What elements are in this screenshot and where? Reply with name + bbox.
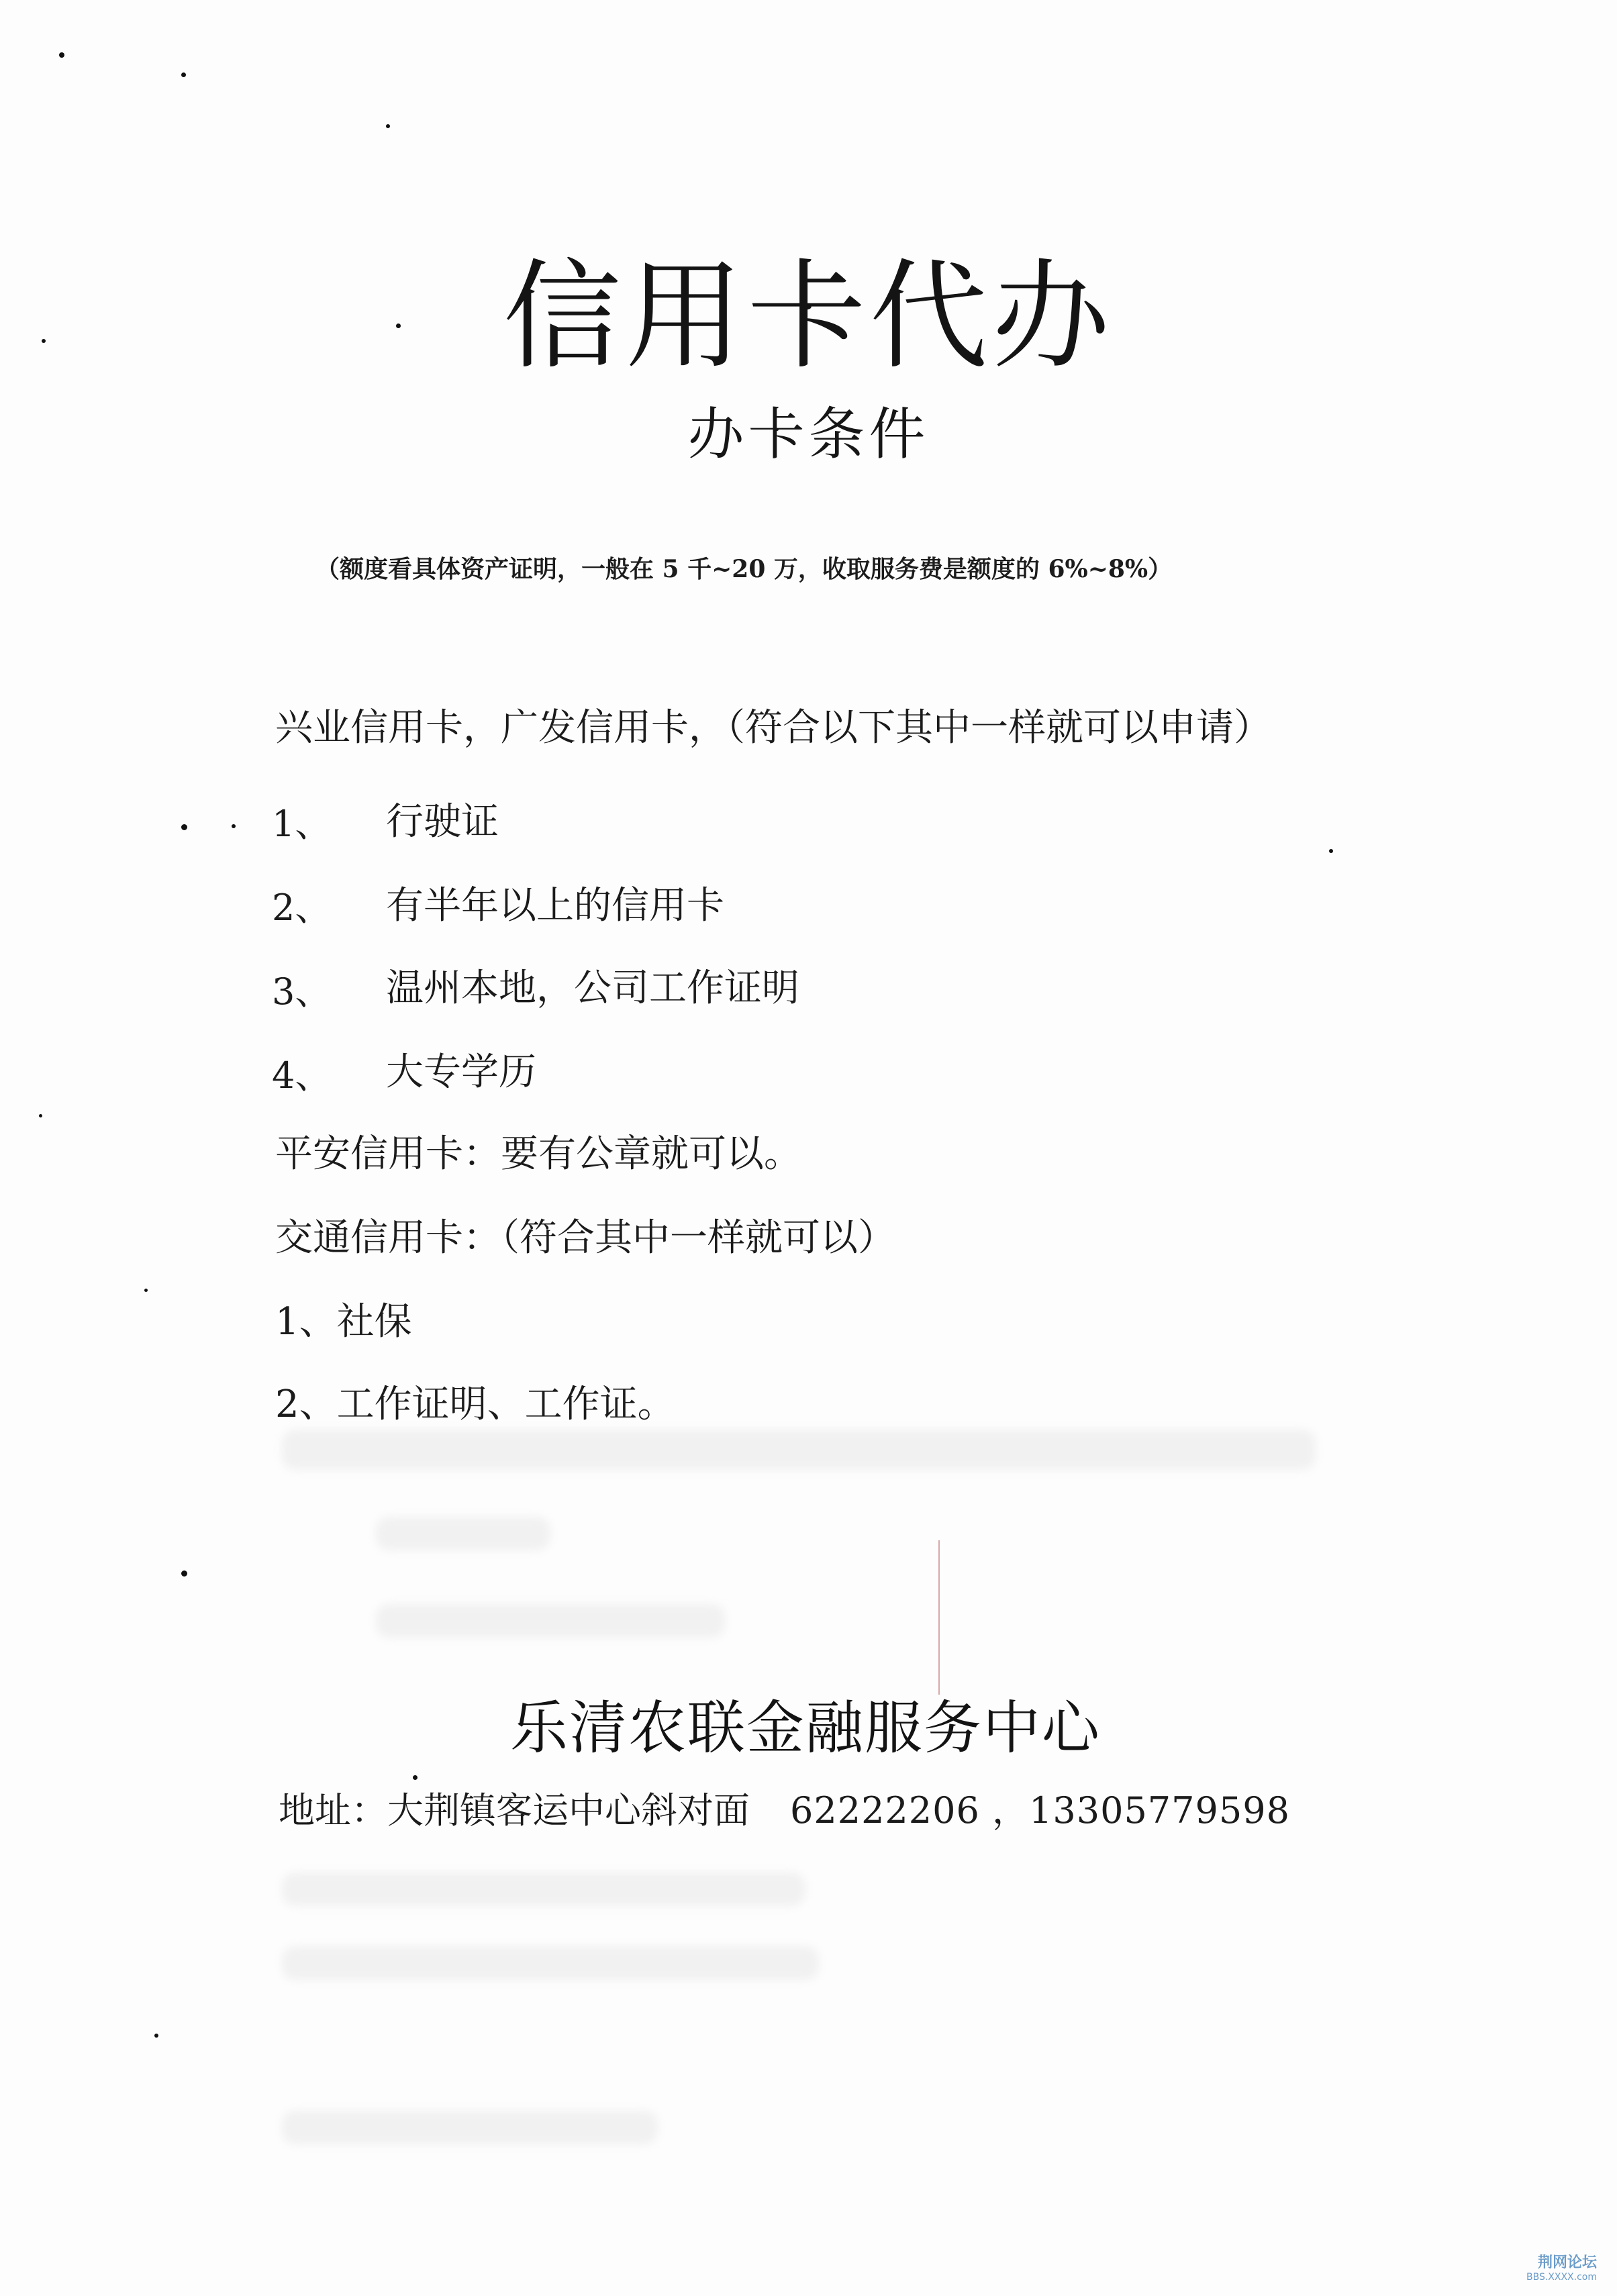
address-line [279, 1782, 1290, 1834]
list-item-number: 2、 [272, 887, 332, 929]
organization-name: 乐清农联金融服务中心 [510, 1695, 1101, 1762]
list-item: 大专学历 [386, 1050, 536, 1094]
list-item: 行驶证 [386, 800, 499, 844]
watermark-sub: BBS.XXXX.com [1526, 2272, 1597, 2283]
list-item: 有半年以上的信用卡 [386, 884, 724, 928]
document-title: 信用卡代办 [503, 248, 1114, 385]
ghost-smudge [376, 1604, 725, 1638]
fold-line [938, 1540, 940, 1695]
scan-speck [1329, 849, 1333, 853]
list-item-number: 4、 [272, 1054, 332, 1097]
scan-speck [386, 124, 390, 128]
section1-heading: 兴业信用卡，广发信用卡，（符合以下其中一样就可以申请） [275, 706, 1271, 750]
site-watermark [1526, 2251, 1597, 2283]
list-item-number: 3、 [272, 970, 332, 1013]
watermark-main: 荆网论坛 [1537, 2254, 1597, 2271]
scan-speck [59, 52, 64, 58]
list-item: 温州本地，公司工作证明 [386, 966, 799, 1010]
section2-line: 平安信用卡：要有公章就可以。 [275, 1132, 801, 1176]
list-item: 2、工作证明、工作证。 [275, 1383, 675, 1426]
ghost-smudge [282, 1946, 819, 1980]
ghost-smudge [282, 1873, 805, 1906]
scan-speck [232, 824, 236, 828]
scan-speck [39, 1114, 42, 1117]
document-subtitle: 办卡条件 [687, 401, 930, 467]
fee-note: （额度看具体资产证明，一般在 5 千~20 万，收取服务费是额度的 6%~8%） [315, 555, 1173, 583]
scan-speck [413, 1775, 418, 1780]
address-text: 地址：大荆镇客运中心斜对面 [279, 1789, 750, 1832]
scan-speck [154, 2034, 158, 2038]
list-item-number: 1、 [272, 803, 332, 845]
ghost-smudge [282, 1430, 1316, 1470]
scan-speck [181, 72, 186, 77]
section3-heading: 交通信用卡：（符合其中一样就可以） [275, 1216, 895, 1260]
scan-speck [181, 1570, 187, 1577]
ghost-smudge [282, 2111, 658, 2144]
ghost-smudge [376, 1517, 550, 1550]
scan-speck [181, 824, 187, 830]
list-item: 1、社保 [275, 1300, 412, 1344]
phone-numbers: 62222206 ，13305779598 [790, 1789, 1290, 1832]
scan-speck [144, 1289, 148, 1292]
